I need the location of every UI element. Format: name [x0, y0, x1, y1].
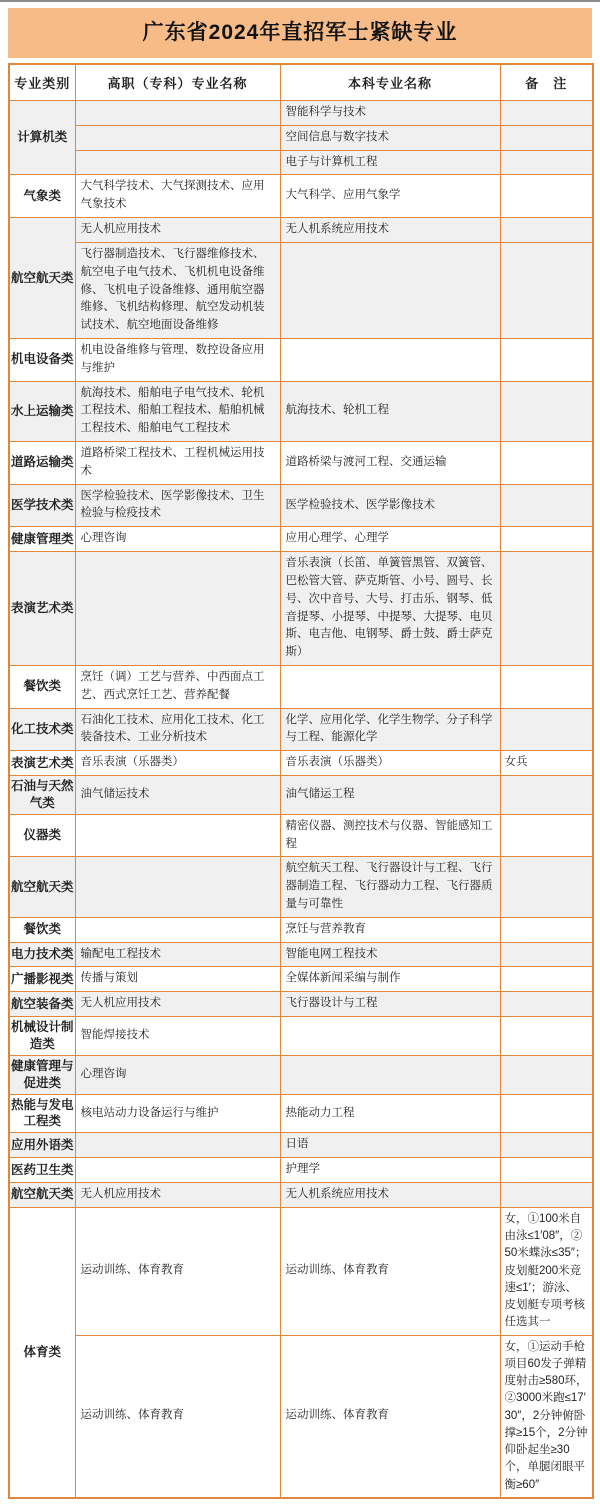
remark-cell: [500, 992, 593, 1017]
vocational-major-cell: 飞行器制造技术、飞行器维修技术、航空电子电气技术、飞机机电设备维修、飞机电子设备维修、通用航空器维修、飞机结构修理、航空发动机装试技术、航空地面设备维修: [75, 242, 280, 338]
undergraduate-major-cell: 电子与计算机工程: [280, 150, 500, 175]
category-cell: 餐饮类: [9, 665, 75, 708]
remark-cell: [500, 527, 593, 552]
remark-cell: [500, 1133, 593, 1158]
col-header-vocational: 高职（专科）专业名称: [75, 64, 280, 101]
remark-cell: 女兵: [500, 751, 593, 776]
table-row: [9, 338, 593, 381]
remark-cell: [500, 552, 593, 666]
table-row: [9, 242, 593, 338]
remark-cell: [500, 101, 593, 126]
col-header-category: 专业类别: [9, 64, 75, 101]
remark-cell: [500, 242, 593, 338]
remark-cell: 女，①运动手枪项目60发子弹精度射击≥580环，②3000米跑≤17′30″，2分钟俯卧撑≥15个，2分钟仰卧起坐≥30个，单腿闭眼平衡≥60″: [500, 1335, 593, 1498]
table-row: [9, 708, 593, 751]
vocational-major-cell: 油气储运技术: [75, 776, 280, 815]
vocational-major-cell: 航海技术、船舶电子电气技术、轮机工程技术、船舶工程技术、船舶机械工程技术、船舶电气工程技术: [75, 381, 280, 441]
remark-cell: [500, 175, 593, 218]
category-cell: 医学技术类: [9, 484, 75, 527]
vocational-major-cell: [75, 150, 280, 175]
undergraduate-major-cell: 应用心理学、心理学: [280, 527, 500, 552]
vocational-major-cell: 智能焊接技术: [75, 1017, 280, 1056]
category-cell: 机电设备类: [9, 338, 75, 381]
vocational-major-cell: 道路桥梁工程技术、工程机械运用技术: [75, 442, 280, 485]
table-row: [9, 1335, 593, 1498]
undergraduate-major-cell: 无人机系统应用技术: [280, 1182, 500, 1207]
remark-cell: [500, 942, 593, 967]
vocational-major-cell: 机电设备维修与管理、数控设备应用与维护: [75, 338, 280, 381]
undergraduate-major-cell: 精密仪器、测控技术与仪器、智能感知工程: [280, 814, 500, 857]
category-cell: 化工技术类: [9, 708, 75, 751]
vocational-major-cell: 心理咨询: [75, 1055, 280, 1094]
table-row: [9, 175, 593, 218]
vocational-major-cell: [75, 857, 280, 917]
category-cell: 医药卫生类: [9, 1158, 75, 1183]
vocational-major-cell: [75, 814, 280, 857]
remark-cell: [500, 1158, 593, 1183]
table-row: [9, 942, 593, 967]
vocational-major-cell: 大气科学技术、大气探测技术、应用气象技术: [75, 175, 280, 218]
undergraduate-major-cell: 道路桥梁与渡河工程、交通运输: [280, 442, 500, 485]
vocational-major-cell: [75, 101, 280, 126]
category-cell: 水上运输类: [9, 381, 75, 441]
category-cell: 机械设计制造类: [9, 1017, 75, 1056]
undergraduate-major-cell: 日语: [280, 1133, 500, 1158]
undergraduate-major-cell: 运动训练、体育教育: [280, 1335, 500, 1498]
remark-cell: [500, 776, 593, 815]
undergraduate-major-cell: 智能电网工程技术: [280, 942, 500, 967]
undergraduate-major-cell: [280, 242, 500, 338]
category-cell: 电力技术类: [9, 942, 75, 967]
table-row: [9, 1055, 593, 1094]
undergraduate-major-cell: 医学检验技术、医学影像技术: [280, 484, 500, 527]
category-cell: 道路运输类: [9, 442, 75, 485]
remark-cell: [500, 1017, 593, 1056]
table-row: [9, 484, 593, 527]
undergraduate-major-cell: 大气科学、应用气象学: [280, 175, 500, 218]
category-cell: 计算机类: [9, 101, 75, 175]
vocational-major-cell: [75, 1133, 280, 1158]
vocational-major-cell: 音乐表演（乐器类）: [75, 751, 280, 776]
category-cell: 健康管理与促进类: [9, 1055, 75, 1094]
table-row: [9, 1017, 593, 1056]
undergraduate-major-cell: 航海技术、轮机工程: [280, 381, 500, 441]
vocational-major-cell: [75, 552, 280, 666]
remark-cell: [500, 665, 593, 708]
remark-cell: [500, 1182, 593, 1207]
table-row: [9, 776, 593, 815]
vocational-major-cell: 医学检验技术、医学影像技术、卫生检验与检疫技术: [75, 484, 280, 527]
vocational-major-cell: [75, 125, 280, 150]
table-row: [9, 101, 593, 126]
undergraduate-major-cell: 烹饪与营养教育: [280, 917, 500, 942]
remark-cell: [500, 381, 593, 441]
table-row: [9, 1182, 593, 1207]
undergraduate-major-cell: 运动训练、体育教育: [280, 1207, 500, 1335]
vocational-major-cell: 运动训练、体育教育: [75, 1335, 280, 1498]
majors-table-container: [8, 63, 592, 1499]
category-cell: 餐饮类: [9, 917, 75, 942]
remark-cell: [500, 150, 593, 175]
table-row: [9, 917, 593, 942]
table-row: [9, 381, 593, 441]
undergraduate-major-cell: 空间信息与数字技术: [280, 125, 500, 150]
table-row: [9, 552, 593, 666]
remark-cell: [500, 917, 593, 942]
table-header: [9, 64, 593, 101]
remark-cell: [500, 967, 593, 992]
undergraduate-major-cell: 全媒体新闻采编与制作: [280, 967, 500, 992]
undergraduate-major-cell: 油气储运工程: [280, 776, 500, 815]
undergraduate-major-cell: [280, 1055, 500, 1094]
category-cell: 航空航天类: [9, 1182, 75, 1207]
remark-cell: [500, 218, 593, 243]
undergraduate-major-cell: 航空航天工程、飞行器设计与工程、飞行器制造工程、飞行器动力工程、飞行器质量与可靠性: [280, 857, 500, 917]
page: [0, 2, 600, 1507]
table-row: [9, 751, 593, 776]
undergraduate-major-cell: 热能动力工程: [280, 1094, 500, 1133]
category-cell: 体育类: [9, 1207, 75, 1498]
undergraduate-major-cell: 音乐表演（乐器类）: [280, 751, 500, 776]
vocational-major-cell: 无人机应用技术: [75, 1182, 280, 1207]
vocational-major-cell: 心理咨询: [75, 527, 280, 552]
vocational-major-cell: 输配电工程技术: [75, 942, 280, 967]
category-cell: 广播影视类: [9, 967, 75, 992]
category-cell: 航空航天类: [9, 857, 75, 917]
remark-cell: [500, 125, 593, 150]
undergraduate-major-cell: 无人机系统应用技术: [280, 218, 500, 243]
vocational-major-cell: 烹饪（调）工艺与营养、中西面点工艺、西式烹饪工艺、营养配餐: [75, 665, 280, 708]
vocational-major-cell: [75, 917, 280, 942]
page-title: 广东省2024年直招军士紧缺专业: [8, 8, 592, 58]
header-row: [9, 64, 593, 101]
category-cell: 表演艺术类: [9, 552, 75, 666]
vocational-major-cell: 运动训练、体育教育: [75, 1207, 280, 1335]
remark-cell: [500, 708, 593, 751]
category-cell: 表演艺术类: [9, 751, 75, 776]
category-cell: 航空装备类: [9, 992, 75, 1017]
remark-cell: [500, 814, 593, 857]
category-cell: 热能与发电工程类: [9, 1094, 75, 1133]
table-row: [9, 1094, 593, 1133]
remark-cell: 女，①100米自由泳≤1′08″，②50米蝶泳≤35″；皮划艇200米竞速≤1′；游泳、皮划艇专项考核任选其一: [500, 1207, 593, 1335]
table-row: [9, 665, 593, 708]
undergraduate-major-cell: [280, 665, 500, 708]
majors-table: [8, 63, 594, 1499]
category-cell: 健康管理类: [9, 527, 75, 552]
category-cell: 仪器类: [9, 814, 75, 857]
col-header-remark: 备 注: [500, 64, 593, 101]
table-row: [9, 1158, 593, 1183]
table-row: [9, 218, 593, 243]
remark-cell: [500, 442, 593, 485]
vocational-major-cell: 石油化工技术、应用化工技术、化工装备技术、工业分析技术: [75, 708, 280, 751]
majors-table-body: [9, 101, 593, 1498]
remark-cell: [500, 1055, 593, 1094]
table-row: [9, 857, 593, 917]
table-row: [9, 814, 593, 857]
remark-cell: [500, 484, 593, 527]
remark-cell: [500, 1094, 593, 1133]
undergraduate-major-cell: 飞行器设计与工程: [280, 992, 500, 1017]
table-row: [9, 1207, 593, 1335]
vocational-major-cell: 传播与策划: [75, 967, 280, 992]
remark-cell: [500, 857, 593, 917]
category-cell: 航空航天类: [9, 218, 75, 339]
undergraduate-major-cell: 智能科学与技术: [280, 101, 500, 126]
category-cell: 应用外语类: [9, 1133, 75, 1158]
undergraduate-major-cell: [280, 1017, 500, 1056]
table-row: [9, 1133, 593, 1158]
table-row: [9, 992, 593, 1017]
category-cell: 石油与天然气类: [9, 776, 75, 815]
undergraduate-major-cell: 护理学: [280, 1158, 500, 1183]
vocational-major-cell: 无人机应用技术: [75, 218, 280, 243]
table-row: [9, 527, 593, 552]
col-header-undergraduate: 本科专业名称: [280, 64, 500, 101]
vocational-major-cell: 无人机应用技术: [75, 992, 280, 1017]
undergraduate-major-cell: 音乐表演（长笛、单簧管黑管、双簧管、巴松管大管、萨克斯管、小号、圆号、长号、次中音号、大号、打击乐、钢琴、低音提琴、小提琴、中提琴、大提琴、电贝斯、电吉他、电钢琴、爵士鼓、爵士萨克斯）: [280, 552, 500, 666]
undergraduate-major-cell: 化学、应用化学、化学生物学、分子科学与工程、能源化学: [280, 708, 500, 751]
remark-cell: [500, 338, 593, 381]
table-row: [9, 442, 593, 485]
category-cell: 气象类: [9, 175, 75, 218]
table-row: [9, 967, 593, 992]
vocational-major-cell: 核电站动力设备运行与维护: [75, 1094, 280, 1133]
table-row: [9, 150, 593, 175]
vocational-major-cell: [75, 1158, 280, 1183]
undergraduate-major-cell: [280, 338, 500, 381]
table-row: [9, 125, 593, 150]
